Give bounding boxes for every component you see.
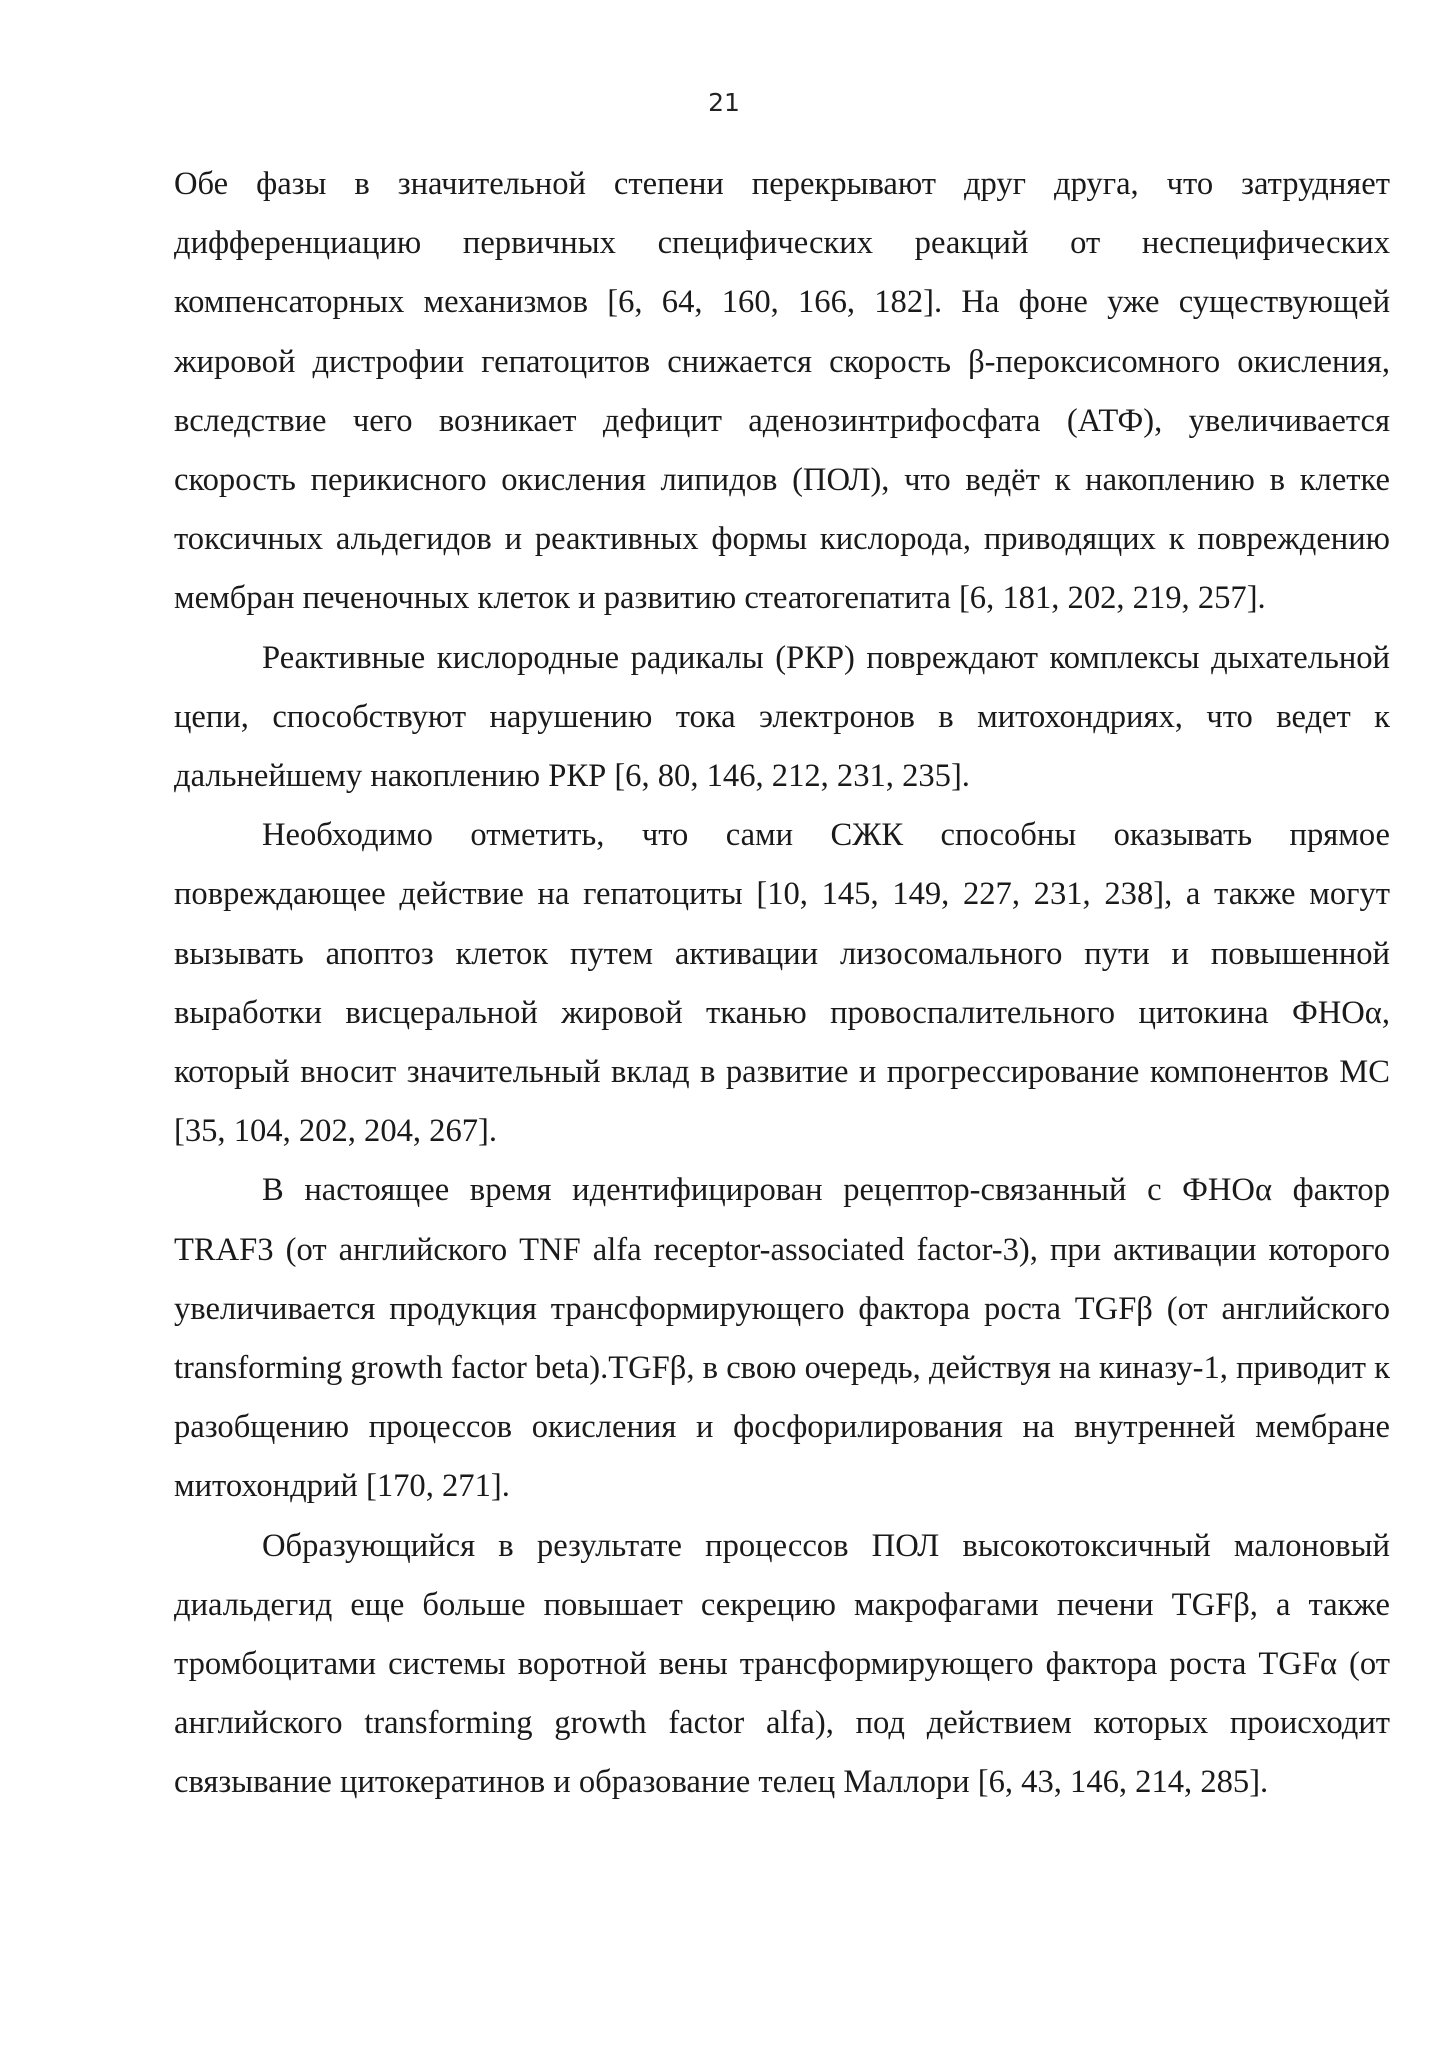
paragraph-2: Реактивные кислородные радикалы (РКР) повреждают комплексы дыхательной цепи, способствуют нарушению тока электронов в митохондриях, что ведет к дальнейшему накоплению РКР [6, 80, 146, 212, 231, 235]. — [174, 639, 1390, 795]
body-text — [174, 155, 1390, 1813]
paragraph-5: Образующийся в результате процессов ПОЛ высокотоксичный малоновый диальдегид еще больше повышает секрецию макрофагами печени TGFβ, а также тромбоцитами системы воротной вены трансформирующего фактора роста TGFα (от английского transforming growth factor alfa), под действием которых происходит связывание цитокератинов и образование телец Маллори [6, 43, 146, 214, 285]. — [174, 1527, 1390, 1801]
paragraph-4: В настоящее время идентифицирован рецептор-связанный с ФНОα фактор TRAF3 (от английского TNF alfa receptor-associated factor-3), при активации которого увеличивается продукция трансформирующего фактора роста TGFβ (от английского transforming growth factor beta).TGFβ, в свою очередь, действуя на киназу-1, приводит к разобщению процессов окисления и фосфорилирования на внутренней мембране митохондрий [170, 271]. — [174, 1172, 1390, 1505]
paragraph-1: Обе фазы в значительной степени перекрывают друг друга, что затрудняет дифференциацию первичных специфических реакций от неспецифических компенсаторных механизмов [6, 64, 160, 166, 182]. На фоне уже существующей жировой дистрофии гепатоцитов снижается скорость β-пероксисомного окисления, вследствие чего возникает дефицит аденозинтрифосфата (АТФ), увеличивается скорость перикисного окисления липидов (ПОЛ), что ведёт к накоплению в клетке токсичных альдегидов и реактивных формы кислорода, приводящих к повреждению мембран печеночных клеток и развитию стеатогепатита [6, 181, 202, 219, 257]. — [174, 166, 1390, 617]
paragraph-3: Необходимо отметить, что сами СЖК способны оказывать прямое повреждающее действие на гепатоциты [10, 145, 149, 227, 231, 238], а также могут вызывать апоптоз клеток путем активации лизосомального пути и повышенной выработки висцеральной жировой тканью провоспалительного цитокина ФНОα, который вносит значительный вклад в развитие и прогрессирование компонентов МС [35, 104, 202, 204, 267]. — [174, 817, 1390, 1150]
page-number: 21 — [708, 88, 740, 117]
